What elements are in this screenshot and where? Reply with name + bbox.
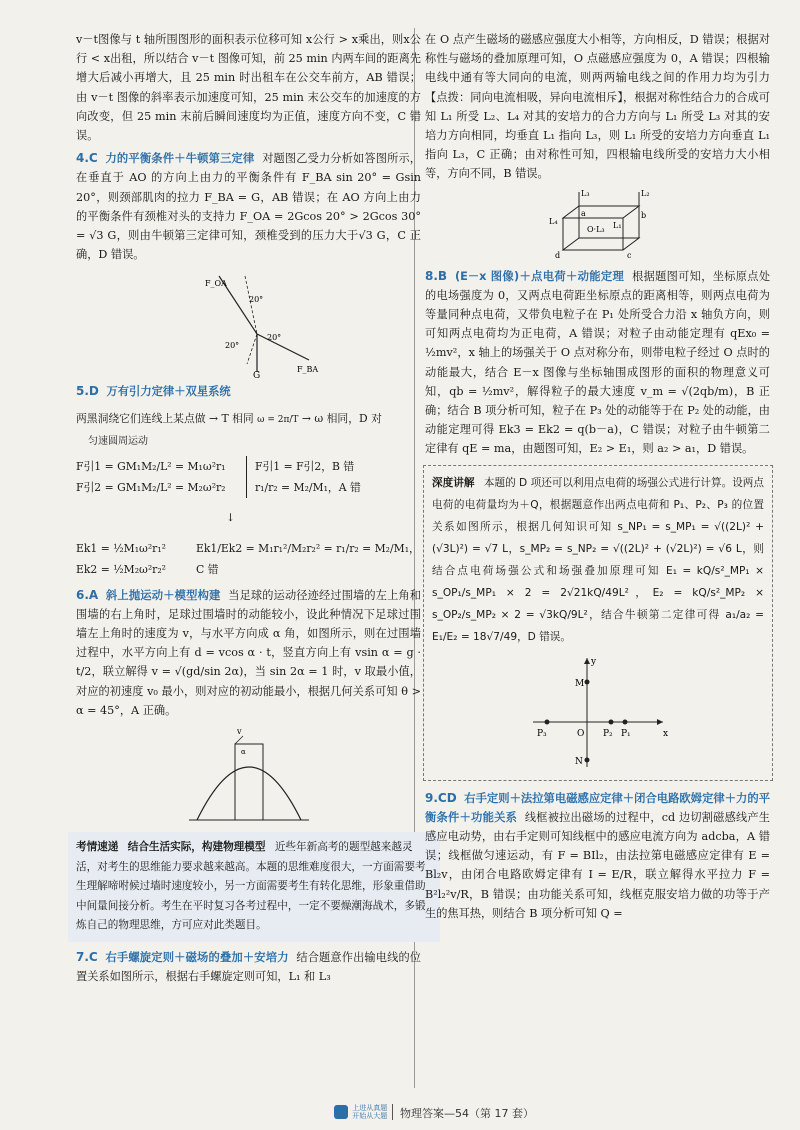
q8-knowledge-points: (E－x 图像)＋点电荷＋动能定理 [454, 269, 625, 283]
q6-answer [76, 586, 421, 720]
q7-knowledge-points: 右手螺旋定则＋磁场的叠加＋安培力 [105, 950, 289, 964]
q6-knowledge-points: 斜上抛运动＋模型构建 [105, 588, 221, 602]
q8-position-diagram [523, 652, 673, 772]
q6-number: 6.A [76, 587, 99, 602]
q5-ek1: Ek1 = ½M₁ω²r₁² [76, 541, 167, 555]
angle-label-2: 20° [266, 333, 281, 343]
alpha-label: α [240, 748, 246, 757]
q7-number: 7.C [76, 949, 98, 964]
q8-explanation: 根据题图可知，坐标原点处的电场强度为 0，又两点电荷距坐标原点的距离相等，则两点电荷为等量同种点电荷，又带负电粒子在 P₁ 处所受合力沿 x 轴负方向，则可知两点电荷均为正电荷，A 错误；对粒子由动能定理有 qEx₀ = ½mv²，x 轴上的场强关于 O 点对称分布，则带电粒子经过 O 点时的动能最大，结合 E－x 图像与坐标轴围成图形的面积的物理意义可知，qb = ½mv²，解得粒子的最大速度 v_m = √(2qb/m)，B 正确；结合 B 项分析可知，粒子在 P₃ 处的动能等于在 P₂ 处的动能，由动能定理可得 Ek3 = Ek2 = q(b－a)，C 错误；对粒子由牛顿第二定律有 qE = ma，由题图可知，E₂ > E₁，则 a₂ > a₁，D 错误。 [425, 269, 771, 456]
l4-label: L₄ [548, 216, 558, 226]
callout-title: 考情速递 [76, 841, 119, 854]
q8-number: 8.B [425, 268, 448, 283]
q4-knowledge-points: 力的平衡条件＋牛顿第三定律 [105, 152, 255, 166]
l3-label: L₃ [580, 188, 590, 198]
deep-text: 本题的 D 项还可以利用点电荷的场强公式进行计算。设两点电荷的电荷量均为＋Q，根据题意作出两点电荷和 P₁、P₂、P₃ 的位置关系如图所示，根据几何知识可知 s_NP₁ = s_MP₁ = √((2L)² + (√3L)²) = √7 L，s_MP₂ = s_NP₂ = √((2L)² + (√2L)²) = √6 L，则结合点电荷场强公式和场强叠加原理可知 E₁ = kQ/s²_MP₁ × s_OP₁/s_MP₁ × 2 = 2√21kQ/49L²，E₂ = kQ/s²_MP₂ × s_OP₂/s_MP₂ × 2 = √3kQ/9L²，结合牛顿第二定律可得 a₁/a₂ = E₁/E₂ = 18√7/49，D 错误。 [432, 476, 765, 643]
l1-label: L₁ [612, 220, 622, 230]
c-label: c [626, 250, 631, 260]
q5-down-arrow: ↓ [226, 510, 236, 524]
fba-label: F_BA [296, 365, 318, 375]
q4-force-diagram [179, 268, 319, 378]
g-label: G [252, 371, 260, 379]
q5-number: 5.D [76, 384, 99, 399]
q6-trajectory-diagram [189, 724, 309, 824]
p3-label: P₃ [537, 728, 547, 739]
q7-answer [76, 948, 421, 986]
q8-answer [425, 267, 770, 459]
q5-eq2: F引2 = GM₁M₂/L² = M₂ω²r₂ [76, 480, 226, 494]
publisher-logo [334, 1104, 388, 1122]
q3-continuation: v－t图像与 t 轴所围图形的面积表示位移可知 x公行 > x乘出，则x公行 < x出租，所以结合 v－t 图像可知，前 25 min 内两车间的距离先增大后减小再增大，且 25 min 时出租车在公交车前方，AB 错误；由 v－t 图像的斜率表示加速度可知，25 min 末公交车的加速度的方向改变，但 25 min 末前后瞬间速度均为正值，速度方向不变，C 错误。 [76, 33, 421, 143]
x-axis-label: x [663, 728, 669, 739]
angle-label-1: 20° [248, 295, 263, 305]
l2-label: L₂ [640, 188, 650, 198]
q9-knowledge-points: 右手定则＋法拉第电磁感应定律＋闭合电路欧姆定律＋力的平衡条件＋功能关系 [425, 791, 770, 824]
p2-label: P₂ [603, 728, 613, 739]
q6-explanation: 当足球的运动径迹经过围墙的左上角和围墙的右上角时，足球过围墙时的动能较小，设此种情况下足球过围墙左上角时的速度为 v，与水平方向成 α 角，如图所示，则在过围墙过程中，水平方向上有 d = vcos α · t，竖直方向上有 vsin α = g · t/2，联立解得 v = √(gd/sin 2α)，当 sin 2α = 1 时，v 取最小值，对应的初速度 v₀ 最小，则对应的初动能最小，根据几何关系可知 θ > α = 45°，A 正确。 [76, 588, 421, 717]
q7-continuation: 在 O 点产生磁场的磁感应强度大小相等，方向相反，D 错误；根据对称性与磁场的叠加原理可知，O 点磁感应强度为 0，A 错误；四根输电线中通有等大同向的电流，则两两输电线之间的作用力均为引力【点拨：同向电流相吸，异向电流相斥】，根据对称性结合力的合成可知 L₁ 所受 L₂、L₄ 对其的安培力的合力方向与 L₁ 所受 L₃ 对其的安培力方向相同，均垂直 L₁ 指向 L₃，则 L₁ 所受的安培力方向垂直 L₁ 指向 L₃，C 正确；由对称性可知，四根输电线所受的安培力大小相等，方向不同，B 错误。 [425, 33, 770, 181]
callout-text: 近些年新高考的题型越来越灵活，对考生的思维能力要求越来越高。本题的思维难度很大，一方面需要考生理解啼咐候过墙时速度较小，另一方面需要考生有转化思维，形象重借助中间量间接分析。考生在平时复习各考过程中，一定不要燥潮海战术，多锻炼自己的物理思维，方可应对此类题目。 [76, 841, 426, 932]
y-axis-label: y [591, 656, 597, 667]
footer-separator [392, 1104, 393, 1120]
q5-result-a: r₁/r₂ = M₂/M₁，A 错 [255, 480, 361, 494]
q5-flow-sub: 匀速圆周运动 [88, 435, 148, 447]
left-column [76, 30, 426, 986]
q9-explanation: 线框被拉出磁场的过程中，cd 边切割磁感线产生感应电动势，由右手定则可知线框中的感应电流方向为 adcba，A 错误；线框做匀速运动，有 F = BIl₂，由法拉第电磁感应定律有 E = Bl₂v，由闭合电路欧姆定律有 I = E/R，联立解得水平拉力 F = B²l₂²v/R，B 错误；由功能关系可知，线框克服安培力做的功等于产生的焦耳热，则结合 B 项分析可知 Q = [425, 810, 770, 920]
origin-label: O [577, 728, 585, 739]
q4-number: 4.C [76, 151, 98, 166]
b-label: b [640, 210, 646, 220]
q5-knowledge-points: 万有引力定律＋双星系统 [106, 385, 231, 399]
q5-flow-row: 两黑洞绕它们连线上某点做 → T 相同 ω = 2π/T → ω 相同，D 对 [76, 411, 382, 425]
q5-ek2: Ek2 = ½M₂ω²r₂² [76, 562, 167, 576]
page-footer [0, 1104, 800, 1126]
callout-subtitle: 结合生活实际，构建物理模型 [127, 841, 266, 854]
q7-wire-diagram [543, 188, 653, 263]
foa-label: F_OA [204, 279, 227, 289]
logo-text: 上进从真题 开始从大题 [352, 1104, 388, 1120]
q7-explanation: 结合题意作出输电线的位置关系如图所示，根据右手螺旋定则可知，L₁ 和 L₃ [76, 950, 421, 983]
q5-flow-omega: ω 相同，D 对 [314, 411, 382, 425]
angle-label-3: 20° [224, 341, 239, 351]
q5-result-b: F引1 = F引2，B 错 [255, 459, 355, 473]
q5-derivation [76, 408, 421, 580]
deep-explanation-box [423, 465, 773, 781]
logo-mark-icon [334, 1105, 348, 1119]
n-label: N [575, 756, 583, 767]
q4-explanation: 对题图乙受力分析如答图所示，在垂直于 AO 的方向上由力的平衡条件有 F_BA sin 20° = Gsin 20°，则颈部肌肉的拉力 F_BA = G，AB 错误；在 AO 方向上由力的平衡条件有颈椎对头的支持力 F_OA = 2Gcos 20° > 2Gcos 30° = √3 G，则由牛顿第三定律可知，颈椎受到的压力大于√3 G，C 正确，D 错误。 [76, 152, 421, 262]
d-label: d [554, 250, 560, 260]
q5-eq1: F引1 = GM₁M₂/L² = M₁ω²r₁ [76, 459, 226, 473]
q5-omega-relation: ω = 2π/T [257, 414, 299, 425]
q5-answer [76, 382, 421, 401]
o-label: O·L₃ [586, 224, 605, 234]
p1-label: P₁ [621, 728, 631, 739]
deep-title: 深度讲解 [432, 476, 475, 489]
page-number: 物理答案—54（第 17 套） [400, 1107, 534, 1120]
v-label: v [236, 727, 242, 737]
q5-result-c: Ek1/Ek2 = M₁r₁²/M₂r₂² = r₁/r₂ = M₂/M₁，C 错 [196, 541, 420, 576]
a-label: a [580, 208, 586, 218]
q9-answer [425, 789, 770, 923]
exam-trend-callout [68, 832, 440, 942]
m-label: M [575, 678, 585, 689]
q4-answer [76, 149, 421, 264]
q5-flow-start: 两黑洞绕它们连线上某点做 [76, 411, 206, 425]
q9-number: 9.CD [425, 790, 457, 805]
q5-flow-t: T 相同 [221, 411, 254, 425]
right-column [425, 30, 770, 923]
